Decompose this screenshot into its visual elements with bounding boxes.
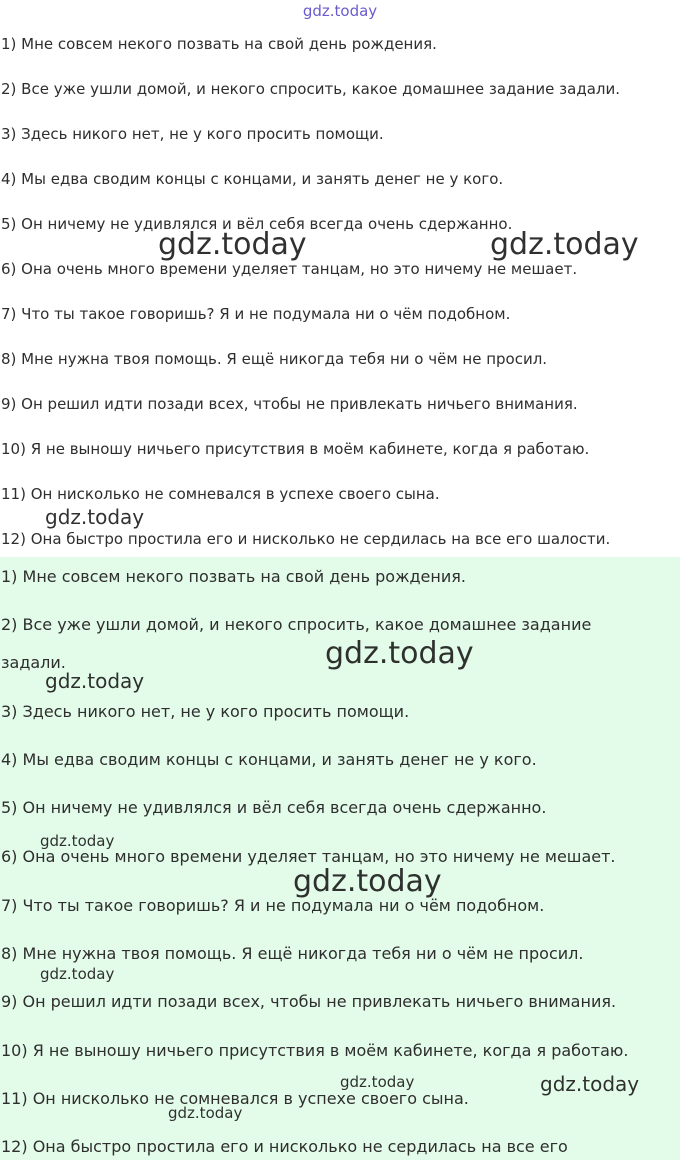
top-sentence-5: 5) Он ничему не удивлялся и вёл себя всегда очень сдержанно. bbox=[1, 215, 513, 233]
watermark: gdz.today bbox=[340, 1073, 415, 1091]
watermark: gdz.today bbox=[158, 227, 307, 262]
top-sentence-3: 3) Здесь никого нет, не у кого просить помощи. bbox=[1, 125, 384, 143]
bottom-sentence-1: 1) Мне совсем некого позвать на свой день рождения. bbox=[1, 567, 466, 586]
bottom-sentence-11: 11) Он нисколько не сомневался в успехе своего сына. bbox=[1, 1089, 469, 1108]
top-sentence-6: 6) Она очень много времени уделяет танцам, но это ничему не мешает. bbox=[1, 260, 578, 278]
top-sentence-12: 12) Она быстро простила его и нисколько не сердилась на все его шалости. bbox=[1, 530, 611, 548]
header-watermark: gdz.today bbox=[302, 2, 378, 20]
top-sentence-11: 11) Он нисколько не сомневался в успехе своего сына. bbox=[1, 485, 440, 503]
bottom-sentence-10: 10) Я не выношу ничьего присутствия в моём кабинете, когда я работаю. bbox=[1, 1041, 629, 1060]
watermark: gdz.today bbox=[45, 505, 145, 529]
bottom-sentence-5: 5) Он ничему не удивлялся и вёл себя всегда очень сдержанно. bbox=[1, 798, 547, 817]
bottom-sentence-8: 8) Мне нужна твоя помощь. Я ещё никогда тебя ни о чём не просил. bbox=[1, 944, 584, 963]
bottom-sentence-2: 2) Все уже ушли домой, и некого спросить, какое домашнее задание bbox=[1, 615, 592, 634]
watermark: gdz.today bbox=[293, 864, 442, 899]
bottom-sentence-3: 3) Здесь никого нет, не у кого просить помощи. bbox=[1, 702, 410, 721]
top-sentence-2: 2) Все уже ушли домой, и некого спросить, какое домашнее задание задали. bbox=[1, 80, 621, 98]
top-sentence-1: 1) Мне совсем некого позвать на свой день рождения. bbox=[1, 35, 437, 53]
watermark: gdz.today bbox=[490, 227, 639, 262]
watermark: gdz.today bbox=[45, 669, 145, 693]
watermark: gdz.today bbox=[325, 636, 474, 671]
bottom-sentence-2-continuation: задали. bbox=[1, 653, 66, 672]
watermark: gdz.today bbox=[168, 1104, 243, 1122]
bottom-sentence-4: 4) Мы едва сводим концы с концами, и занять денег не у кого. bbox=[1, 750, 537, 769]
bottom-sentence-6: 6) Она очень много времени уделяет танцам, но это ничему не мешает. bbox=[1, 847, 616, 866]
watermark: gdz.today bbox=[540, 1072, 640, 1096]
watermark: gdz.today bbox=[40, 832, 115, 850]
top-sentence-10: 10) Я не выношу ничьего присутствия в моём кабинете, когда я работаю. bbox=[1, 440, 590, 458]
top-sentence-8: 8) Мне нужна твоя помощь. Я ещё никогда тебя ни о чём не просил. bbox=[1, 350, 548, 368]
top-sentence-4: 4) Мы едва сводим концы с концами, и занять денег не у кого. bbox=[1, 170, 504, 188]
bottom-sentence-7: 7) Что ты такое говоришь? Я и не подумала ни о чём подобном. bbox=[1, 896, 545, 915]
top-sentence-7: 7) Что ты такое говоришь? Я и не подумала ни о чём подобном. bbox=[1, 305, 511, 323]
bottom-sentence-9: 9) Он решил идти позади всех, чтобы не привлекать ничьего внимания. bbox=[1, 992, 617, 1011]
bottom-sentence-12: 12) Она быстро простила его и нисколько не сердилась на все его bbox=[1, 1137, 568, 1156]
top-sentence-9: 9) Он решил идти позади всех, чтобы не привлекать ничьего внимания. bbox=[1, 395, 578, 413]
watermark: gdz.today bbox=[40, 965, 115, 983]
